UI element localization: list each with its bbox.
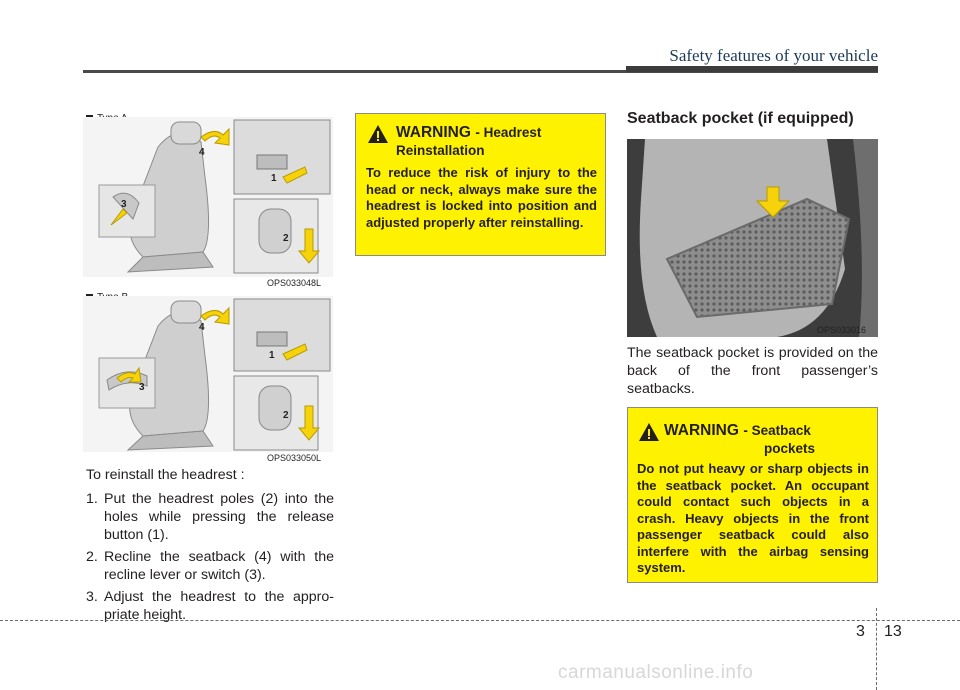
list-item: 1. Put the headrest poles (2) into the holes while pressing the release button (1).	[86, 491, 334, 543]
section-heading-seatback-pocket: Seatback pocket (if equipped)	[627, 110, 854, 127]
seatback-pocket-photo	[627, 139, 878, 337]
callout-1: 1	[269, 350, 275, 361]
warning-triangle-icon	[367, 124, 389, 144]
list-item: 3. Adjust the headrest to the appro-priate height.	[86, 589, 334, 623]
footer-vertical-rule	[876, 608, 877, 690]
figure-code-pocket: OPS033016	[817, 325, 867, 335]
chapter-number: 3	[856, 623, 865, 640]
footer-rule	[0, 620, 960, 621]
callout-2: 2	[283, 233, 289, 244]
callout-4: 4	[199, 147, 205, 158]
figure-seatback-pocket	[627, 139, 878, 337]
page-number: 13	[884, 623, 902, 640]
figure-code-b: OPS033050L	[267, 453, 322, 463]
figure-code-a: OPS033048L	[267, 278, 322, 288]
list-item: 2. Recline the seatback (4) with the recline lever or switch (3).	[86, 549, 334, 583]
watermark-text: carmanualsonline.info	[558, 662, 754, 683]
figure-type-b	[83, 296, 333, 452]
callout-2: 2	[283, 410, 289, 421]
warning-pocket-text: Do not put heavy or sharp objects in the seatback pocket. An occupant could contact such objects in a crash. Heavy objects in the front passenger seatback could also interfere with the airbag sensing system.	[637, 461, 869, 575]
seatback-pocket-description: The seatback pocket is provided on the back of the front passenger’s seatbacks.	[627, 345, 878, 397]
instructions-intro: To reinstall the headrest :	[86, 467, 245, 483]
running-header: Safety features of your vehicle	[669, 46, 878, 65]
callout-4: 4	[199, 322, 205, 333]
callout-3: 3	[139, 382, 145, 393]
warning-headrest-box	[355, 113, 606, 256]
seat-headrest-illustration-a	[83, 117, 333, 277]
warning-headrest-title: WARNING - Headrest Reinstallation	[396, 124, 542, 158]
instruction-steps	[86, 490, 334, 624]
figure-type-a	[83, 117, 333, 277]
warning-pocket-title: WARNING - Seatback pockets	[664, 422, 816, 456]
callout-1: 1	[271, 173, 277, 184]
seat-headrest-illustration-b	[83, 296, 333, 452]
warning-triangle-icon	[638, 422, 660, 442]
callout-3: 3	[121, 199, 127, 210]
instructions	[86, 466, 334, 628]
header-rule-accent	[626, 66, 878, 72]
warning-headrest-text: To reduce the risk of injury to the head or neck, always make sure the headrest is locked into position and adjusted properly after reinstalling.	[366, 165, 597, 230]
warning-pocket-box	[627, 407, 878, 583]
